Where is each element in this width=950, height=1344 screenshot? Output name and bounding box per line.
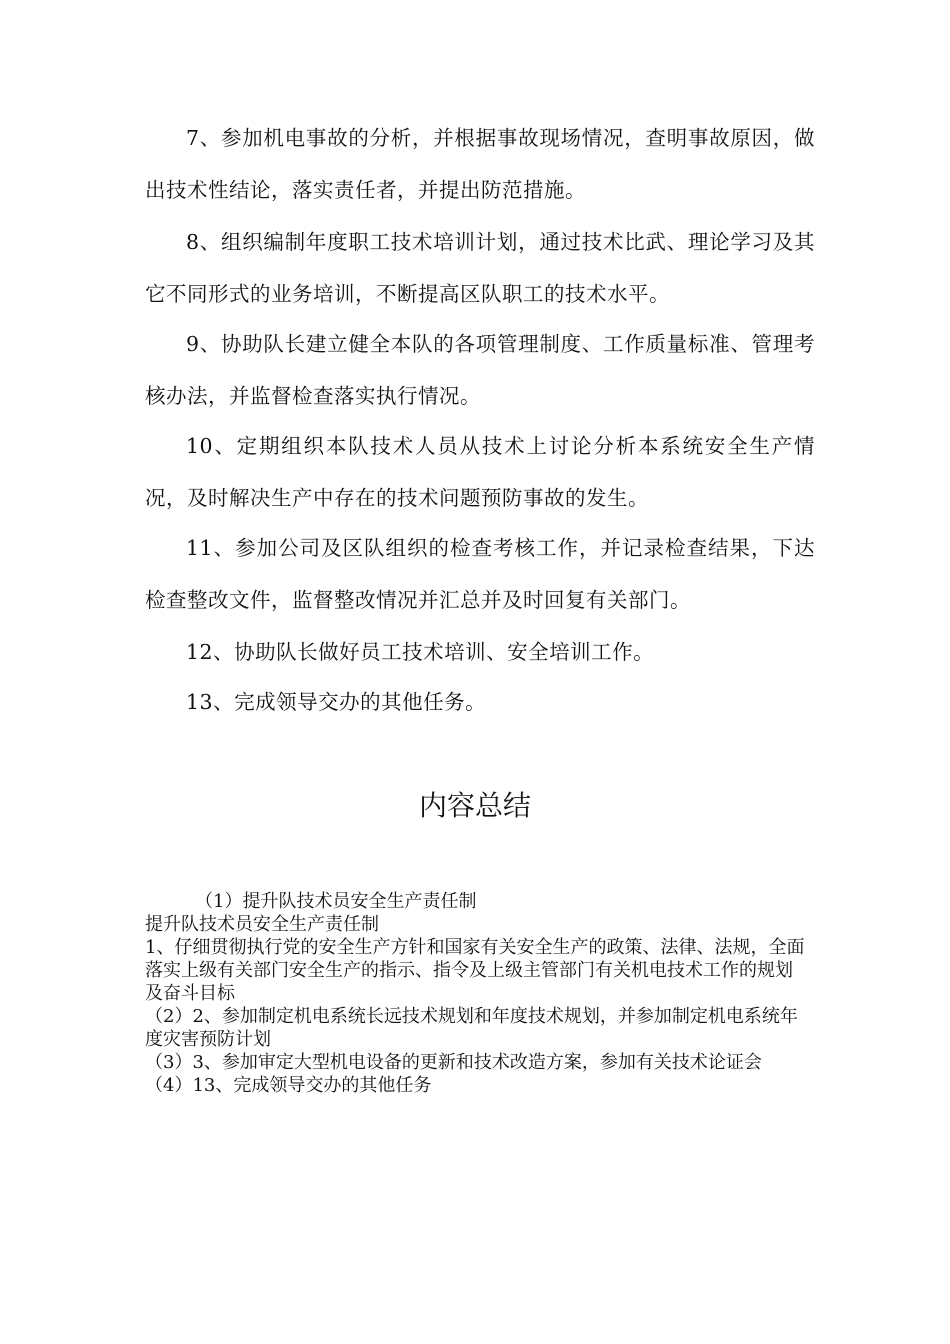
paragraph-item-8: 8、组织编制年度职工技术培训计划，通过技术比武、理论学习及其它不同形式的业务培训，不断提高区队职工的技术水平。: [145, 230, 815, 306]
paragraph-item-10: 10、定期组织本队技术人员从技术上讨论分析本系统安全生产情况，及时解决生产中存在的技术问题预防事故的发生。: [145, 434, 815, 510]
summary-heading: 内容总结: [418, 789, 531, 822]
summary-line-2: 提升队技术员安全生产责任制: [145, 914, 379, 935]
paragraph-item-7: 7、参加机电事故的分析，并根据事故现场情况，查明事故原因，做出技术性结论，落实责任者，并提出防范措施。: [145, 126, 815, 202]
summary-block: [145, 890, 805, 1097]
summary-line-6: （4）13、完成领导交办的其他任务: [145, 1075, 432, 1096]
summary-line-4: （2）2、参加制定机电系统长远技术规划和年度技术规划，并参加制定机电系统年度灾害预防计划: [145, 1006, 798, 1050]
summary-line-1: （1）提升队技术员安全生产责任制: [195, 891, 477, 912]
paragraph-item-13: 13、完成领导交办的其他任务。: [186, 690, 487, 714]
paragraph-item-11: 11、参加公司及区队组织的检查考核工作，并记录检查结果，下达检查整改文件，监督整改情况并汇总并及时回复有关部门。: [145, 536, 815, 612]
summary-line-5: （3）3、参加审定大型机电设备的更新和技术改造方案，参加有关技术论证会: [145, 1052, 762, 1073]
paragraph-item-12: 12、协助队长做好员工技术培训、安全培训工作。: [186, 640, 655, 664]
summary-line-3: 1、仔细贯彻执行党的安全生产方针和国家有关安全生产的政策、法律、法规，全面落实上级有关部门安全生产的指示、指令及上级主管部门有关机电技术工作的规划及奋斗目标: [145, 937, 805, 1004]
paragraph-item-9: 9、协助队长建立健全本队的各项管理制度、工作质量标准、管理考核办法，并监督检查落实执行情况。: [145, 332, 815, 408]
